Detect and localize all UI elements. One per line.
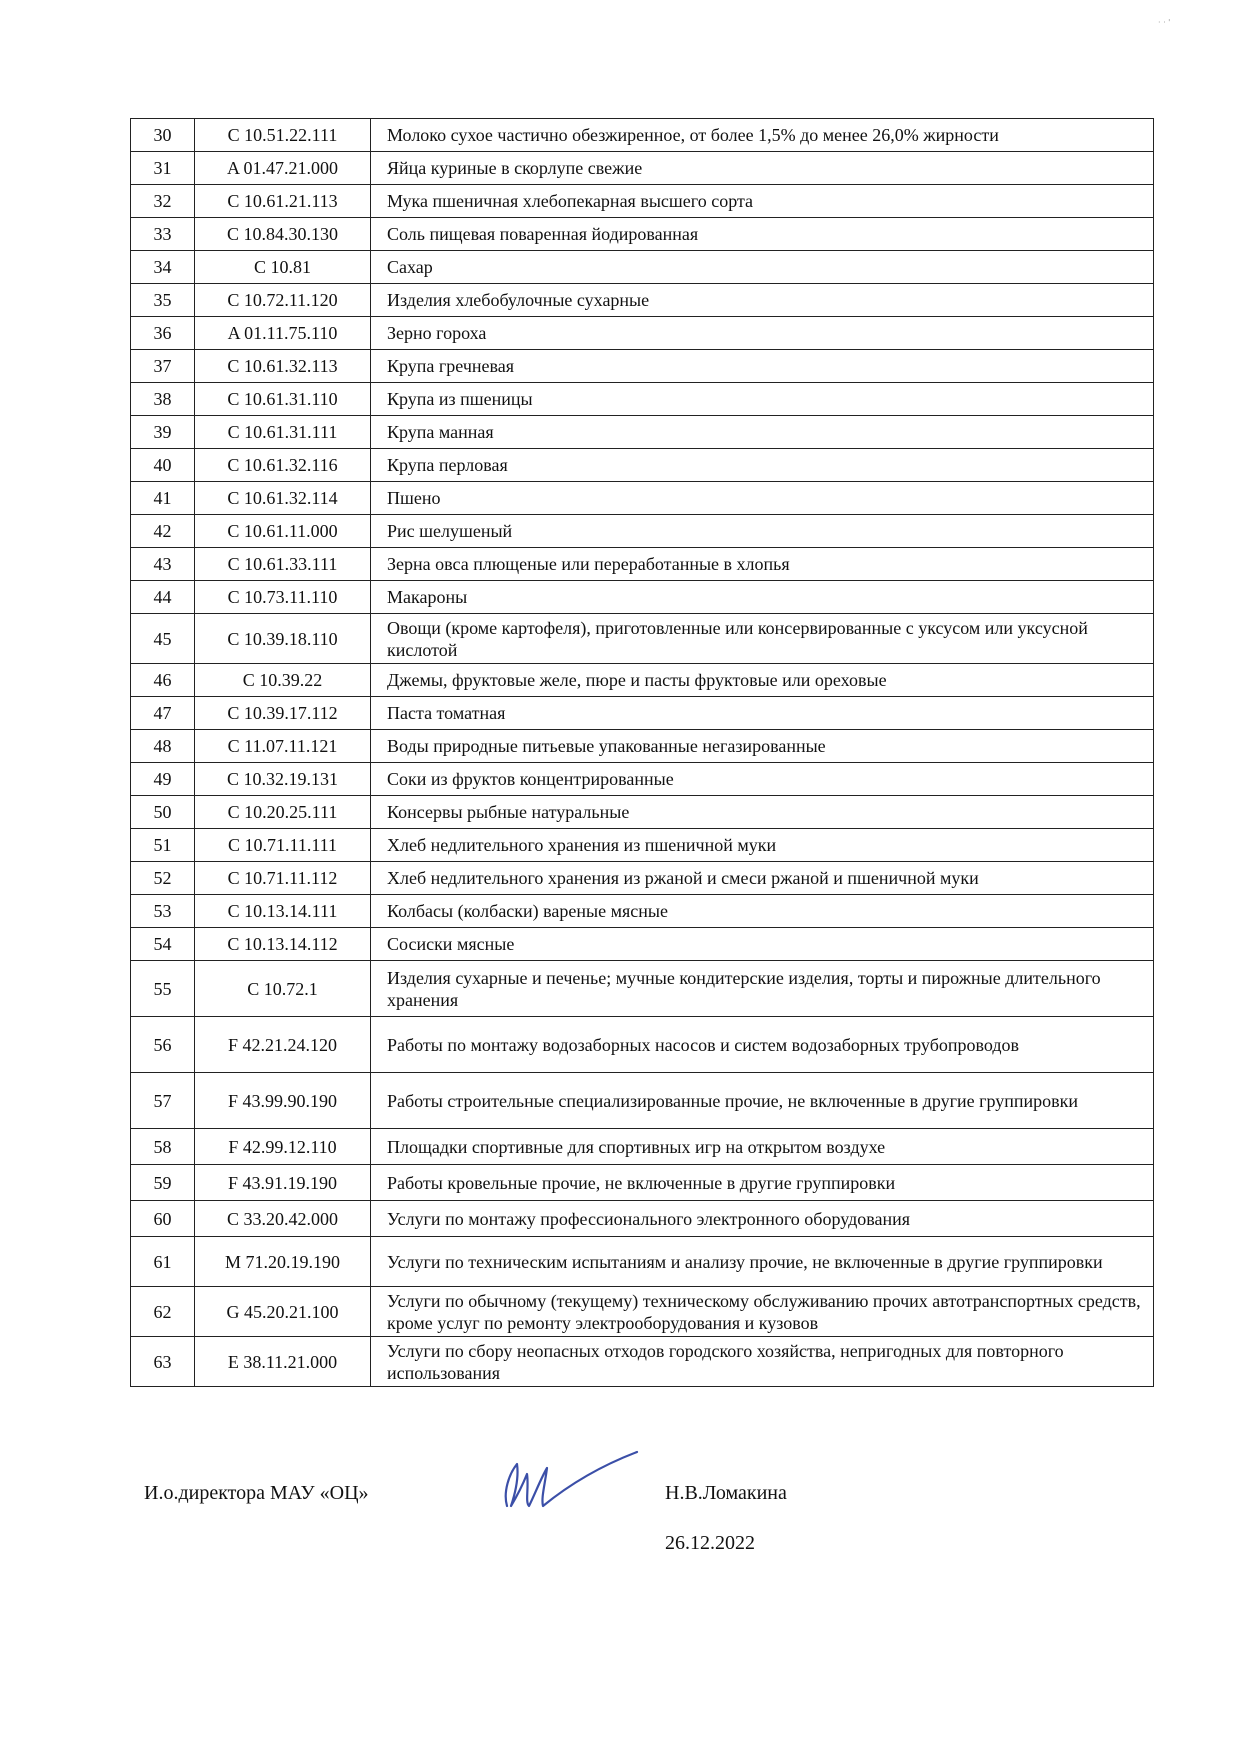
okpd-code: C 10.51.22.111 (195, 119, 371, 152)
table-row (131, 1337, 1154, 1387)
okpd-code: C 10.61.31.111 (195, 416, 371, 449)
okpd-code: A 01.47.21.000 (195, 152, 371, 185)
item-name: Крупа перловая (371, 449, 1154, 482)
item-name: Воды природные питьевые упакованные негазированные (371, 730, 1154, 763)
table-row (131, 482, 1154, 515)
item-name: Крупа из пшеницы (371, 383, 1154, 416)
row-number: 55 (131, 961, 195, 1017)
table-row (131, 829, 1154, 862)
row-number: 42 (131, 515, 195, 548)
row-number: 39 (131, 416, 195, 449)
table-row (131, 730, 1154, 763)
okpd-code: F 42.21.24.120 (195, 1017, 371, 1073)
row-number: 32 (131, 185, 195, 218)
row-number: 51 (131, 829, 195, 862)
row-number: 60 (131, 1201, 195, 1237)
item-name: Изделия сухарные и печенье; мучные кондитерские изделия, торты и пирожные длительного хранения (371, 961, 1154, 1017)
item-name: Сахар (371, 251, 1154, 284)
row-number: 35 (131, 284, 195, 317)
okpd-code: C 10.84.30.130 (195, 218, 371, 251)
table-row (131, 1073, 1154, 1129)
row-number: 62 (131, 1287, 195, 1337)
okpd-code: C 33.20.42.000 (195, 1201, 371, 1237)
codes-table (130, 118, 1154, 1387)
row-number: 31 (131, 152, 195, 185)
table-row (131, 185, 1154, 218)
table-row (131, 961, 1154, 1017)
table-row (131, 350, 1154, 383)
row-number: 48 (131, 730, 195, 763)
row-number: 43 (131, 548, 195, 581)
item-name: Овощи (кроме картофеля), приготовленные или консервированные с уксусом или уксусной кислотой (371, 614, 1154, 664)
table-row (131, 664, 1154, 697)
item-name: Изделия хлебобулочные сухарные (371, 284, 1154, 317)
okpd-code: C 10.61.32.114 (195, 482, 371, 515)
row-number: 40 (131, 449, 195, 482)
row-number: 49 (131, 763, 195, 796)
table-row (131, 763, 1154, 796)
item-name: Соль пищевая поваренная йодированная (371, 218, 1154, 251)
okpd-code: C 10.61.11.000 (195, 515, 371, 548)
okpd-code: F 42.99.12.110 (195, 1129, 371, 1165)
table-row (131, 928, 1154, 961)
table-row (131, 895, 1154, 928)
table-row (131, 251, 1154, 284)
row-number: 56 (131, 1017, 195, 1073)
item-name: Крупа манная (371, 416, 1154, 449)
table-row (131, 1165, 1154, 1201)
codes-table-body (131, 119, 1154, 1387)
okpd-code: C 10.61.33.111 (195, 548, 371, 581)
table-row (131, 383, 1154, 416)
okpd-code: G 45.20.21.100 (195, 1287, 371, 1337)
okpd-code: C 11.07.11.121 (195, 730, 371, 763)
item-name: Крупа гречневая (371, 350, 1154, 383)
item-name: Рис шелушеный (371, 515, 1154, 548)
okpd-code: C 10.13.14.111 (195, 895, 371, 928)
item-name: Сосиски мясные (371, 928, 1154, 961)
okpd-code: C 10.72.11.120 (195, 284, 371, 317)
row-number: 36 (131, 317, 195, 350)
okpd-code: F 43.99.90.190 (195, 1073, 371, 1129)
item-name: Хлеб недлительного хранения из пшеничной муки (371, 829, 1154, 862)
item-name: Услуги по техническим испытаниям и анализу прочие, не включенные в другие группировки (371, 1237, 1154, 1287)
item-name: Паста томатная (371, 697, 1154, 730)
row-number: 61 (131, 1237, 195, 1287)
table-row (131, 1237, 1154, 1287)
table-row (131, 284, 1154, 317)
row-number: 38 (131, 383, 195, 416)
row-number: 54 (131, 928, 195, 961)
table-row (131, 317, 1154, 350)
table-row (131, 796, 1154, 829)
row-number: 57 (131, 1073, 195, 1129)
row-number: 37 (131, 350, 195, 383)
row-number: 46 (131, 664, 195, 697)
item-name: Услуги по монтажу профессионального электронного оборудования (371, 1201, 1154, 1237)
item-name: Работы кровельные прочие, не включенные в другие группировки (371, 1165, 1154, 1201)
okpd-code: C 10.32.19.131 (195, 763, 371, 796)
okpd-code: C 10.61.32.113 (195, 350, 371, 383)
row-number: 63 (131, 1337, 195, 1387)
table-row (131, 697, 1154, 730)
table-row (131, 1201, 1154, 1237)
row-number: 47 (131, 697, 195, 730)
table-row (131, 1287, 1154, 1337)
table-row (131, 1129, 1154, 1165)
item-name: Мука пшеничная хлебопекарная высшего сорта (371, 185, 1154, 218)
row-number: 45 (131, 614, 195, 664)
row-number: 34 (131, 251, 195, 284)
okpd-code: C 10.39.18.110 (195, 614, 371, 664)
okpd-code: C 10.39.22 (195, 664, 371, 697)
okpd-code: C 10.71.11.112 (195, 862, 371, 895)
okpd-code: C 10.61.32.116 (195, 449, 371, 482)
item-name: Услуги по обычному (текущему) техническому обслуживанию прочих автотранспортных средств, кроме услуг по ремонту электрооборудования и кузовов (371, 1287, 1154, 1337)
okpd-code: C 10.61.21.113 (195, 185, 371, 218)
table-row (131, 218, 1154, 251)
scan-artifact: · · ' (1158, 18, 1171, 27)
item-name: Зерно гороха (371, 317, 1154, 350)
okpd-code: E 38.11.21.000 (195, 1337, 371, 1387)
row-number: 59 (131, 1165, 195, 1201)
row-number: 33 (131, 218, 195, 251)
okpd-code: C 10.39.17.112 (195, 697, 371, 730)
signature-date: 26.12.2022 (665, 1532, 755, 1554)
okpd-code: C 10.13.14.112 (195, 928, 371, 961)
item-name: Макароны (371, 581, 1154, 614)
table-row (131, 548, 1154, 581)
okpd-code: C 10.81 (195, 251, 371, 284)
item-name: Работы по монтажу водозаборных насосов и систем водозаборных трубопроводов (371, 1017, 1154, 1073)
table-row (131, 152, 1154, 185)
row-number: 50 (131, 796, 195, 829)
item-name: Работы строительные специализированные прочие, не включенные в другие группировки (371, 1073, 1154, 1129)
row-number: 30 (131, 119, 195, 152)
table-row (131, 862, 1154, 895)
item-name: Хлеб недлительного хранения из ржаной и смеси ржаной и пшеничной муки (371, 862, 1154, 895)
okpd-code: C 10.71.11.111 (195, 829, 371, 862)
item-name: Пшено (371, 482, 1154, 515)
item-name: Услуги по сбору неопасных отходов городского хозяйства, непригодных для повторного использования (371, 1337, 1154, 1387)
table-row (131, 581, 1154, 614)
item-name: Площадки спортивные для спортивных игр на открытом воздухе (371, 1129, 1154, 1165)
row-number: 52 (131, 862, 195, 895)
handwritten-signature (495, 1448, 645, 1518)
okpd-code: M 71.20.19.190 (195, 1237, 371, 1287)
table-row (131, 416, 1154, 449)
item-name: Джемы, фруктовые желе, пюре и пасты фруктовые или ореховые (371, 664, 1154, 697)
item-name: Колбасы (колбаски) вареные мясные (371, 895, 1154, 928)
okpd-code: A 01.11.75.110 (195, 317, 371, 350)
row-number: 44 (131, 581, 195, 614)
row-number: 53 (131, 895, 195, 928)
okpd-code: C 10.72.1 (195, 961, 371, 1017)
row-number: 41 (131, 482, 195, 515)
table-row (131, 614, 1154, 664)
table-row (131, 449, 1154, 482)
okpd-code: C 10.73.11.110 (195, 581, 371, 614)
okpd-code: F 43.91.19.190 (195, 1165, 371, 1201)
item-name: Соки из фруктов концентрированные (371, 763, 1154, 796)
table-row (131, 515, 1154, 548)
item-name: Молоко сухое частично обезжиренное, от более 1,5% до менее 26,0% жирности (371, 119, 1154, 152)
okpd-code: C 10.61.31.110 (195, 383, 371, 416)
table-row (131, 119, 1154, 152)
item-name: Консервы рыбные натуральные (371, 796, 1154, 829)
okpd-code: C 10.20.25.111 (195, 796, 371, 829)
row-number: 58 (131, 1129, 195, 1165)
position-title: И.о.директора МАУ «ОЦ» (144, 1482, 369, 1504)
item-name: Яйца куриные в скорлупе свежие (371, 152, 1154, 185)
item-name: Зерна овса плющеные или переработанные в хлопья (371, 548, 1154, 581)
signer-name: Н.В.Ломакина (665, 1482, 787, 1504)
table-row (131, 1017, 1154, 1073)
